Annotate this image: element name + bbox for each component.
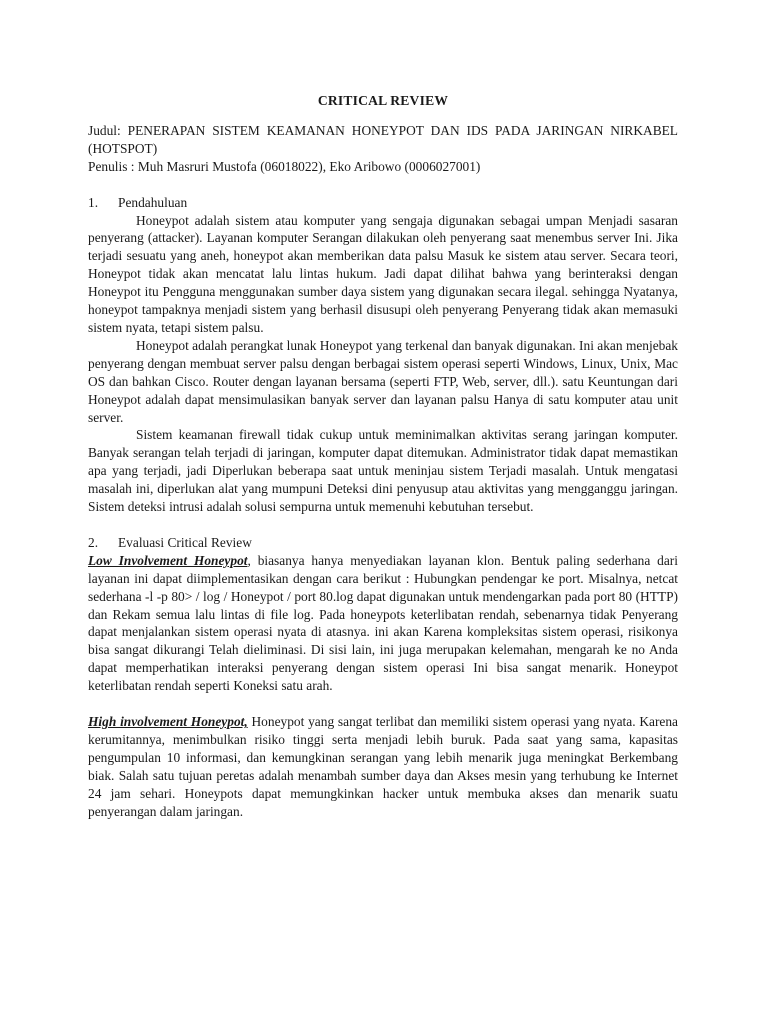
section-title: Pendahuluan xyxy=(118,194,188,210)
document-penulis: Penulis : Muh Masruri Mustofa (06018022), Eko Aribowo (0006027001) xyxy=(88,158,481,174)
document-page xyxy=(88,92,678,821)
paragraph-body: Honeypot yang sangat terlibat dan memiliki sistem operasi yang nyata. Karena kerumitannya, menimbulkan risiko tinggi serta menjadi lebih buruk. Pada saat yang sama, kapasitas pengumpulan 10 informasi, dan kemungkinan serangan yang lebih menarik juga meningkat Berkembang biak. Salah satu tujuan peretas adalah menambah sumber daya dan Akses mesin yang terhubung ke Internet 24 jam sehari. Honeypots dapat memungkinkan hacker untuk membuka akses dan menarik suatu penyerangan dalam jaringan. xyxy=(88,714,678,819)
section-title: Evaluasi Critical Review xyxy=(118,534,252,550)
paragraph-body: , biasanya hanya menyediakan layanan klon. Bentuk paling sederhana dari layanan ini dapat diimplementasikan dengan cara berikut : Hubungkan pendengar ke port. Misalnya, netcat sederhana -l -p 80> / log / Honeypot / port 80.log dapat digunakan untuk mendengarkan pada port 80 (HTTP) dan Rekam semua lalu lintas di file log. Pada honeypots keterlibatan rendah, sebenarnya tidak Penyerang dapat menjalankan sistem operasi nyata di atasnya. ini akan Karena kompleksitas sistem operasi, risikonya bisa sangat dikurangi Telah dieliminasi. Di sisi lain, ini juga merupakan kelemahan, mengarah ke no Anda dapat memperhatikan interaksi penyerang dengan sistem operasi Ini bisa sangat menarik. Honeypot keterlibatan rendah seperti Koneksi satu arah. xyxy=(88,552,678,694)
section-heading-1 xyxy=(88,194,678,212)
paragraph: Honeypot adalah perangkat lunak Honeypot yang terkenal dan banyak digunakan. Ini akan menjebak penyerang dengan membuat server palsu dengan berbagai sistem operasi seperti Windows, Linux, Unix, Mac OS dan bahkan Cisco. Router dengan layanan bersama (seperti FTP, Web, server, dll.). satu Keuntungan dari Honeypot adalah dapat mensimulasikan banyak server dan layanan palsu Hanya di satu komputer atau unit server. xyxy=(88,337,678,425)
paragraph-low-involvement xyxy=(88,552,678,695)
term-high-involvement: High involvement Honeypot, xyxy=(88,714,248,730)
section-number: 2. xyxy=(88,534,99,550)
document-judul: Judul: PENERAPAN SISTEM KEAMANAN HONEYPOT DAN IDS PADA JARINGAN NIRKABEL (HOTSPOT) xyxy=(88,122,678,156)
document-meta xyxy=(88,122,678,176)
document-title: CRITICAL REVIEW xyxy=(317,93,449,108)
paragraph-high-involvement xyxy=(88,713,678,820)
section-number: 1. xyxy=(88,194,99,210)
term-low-involvement: Low Involvement Honeypot xyxy=(88,552,248,568)
paragraph: Honeypot adalah sistem atau komputer yang sengaja digunakan sebagai umpan Menjadi sasaran penyerang (attacker). Layanan komputer Serangan dilakukan oleh penyerang saat menembus server Ini. Jika terjadi sesuatu yang aneh, honeypot akan memberikan data palsu Masuk ke sistem atau server. Secara teori, Honeypot tidak akan mencatat lalu lintas hukum. Jadi dapat dilihat bahwa yang berinteraksi dengan Honeypot itu Pengguna menggunakan sumber daya sistem yang digunakan secara ilegal. sehingga Nyatanya, honeypot tampaknya menjadi sistem yang berhasil disusupi oleh penyerang Penyerang tidak akan memasuki sistem nyata, tetapi sistem palsu. xyxy=(88,212,678,335)
paragraph-gap xyxy=(88,695,678,713)
section-heading-2 xyxy=(88,534,678,552)
paragraph: Sistem keamanan firewall tidak cukup untuk meminimalkan aktivitas serang jaringan komputer. Banyak serangan telah terjadi di jaringan, komputer dapat ditemukan. Administrator tidak dapat memastikan apa yang terjadi, jadi Diperlukan beberapa saat untuk meninjau sistem Terjadi masalah. Untuk mengatasi masalah ini, diperlukan alat yang mumpuni Deteksi dini penyusup atau aktivitas yang mengganggu jaringan. Sistem deteksi intrusi adalah solusi sempurna untuk memenuhi kebutuhan tersebut. xyxy=(88,427,678,515)
